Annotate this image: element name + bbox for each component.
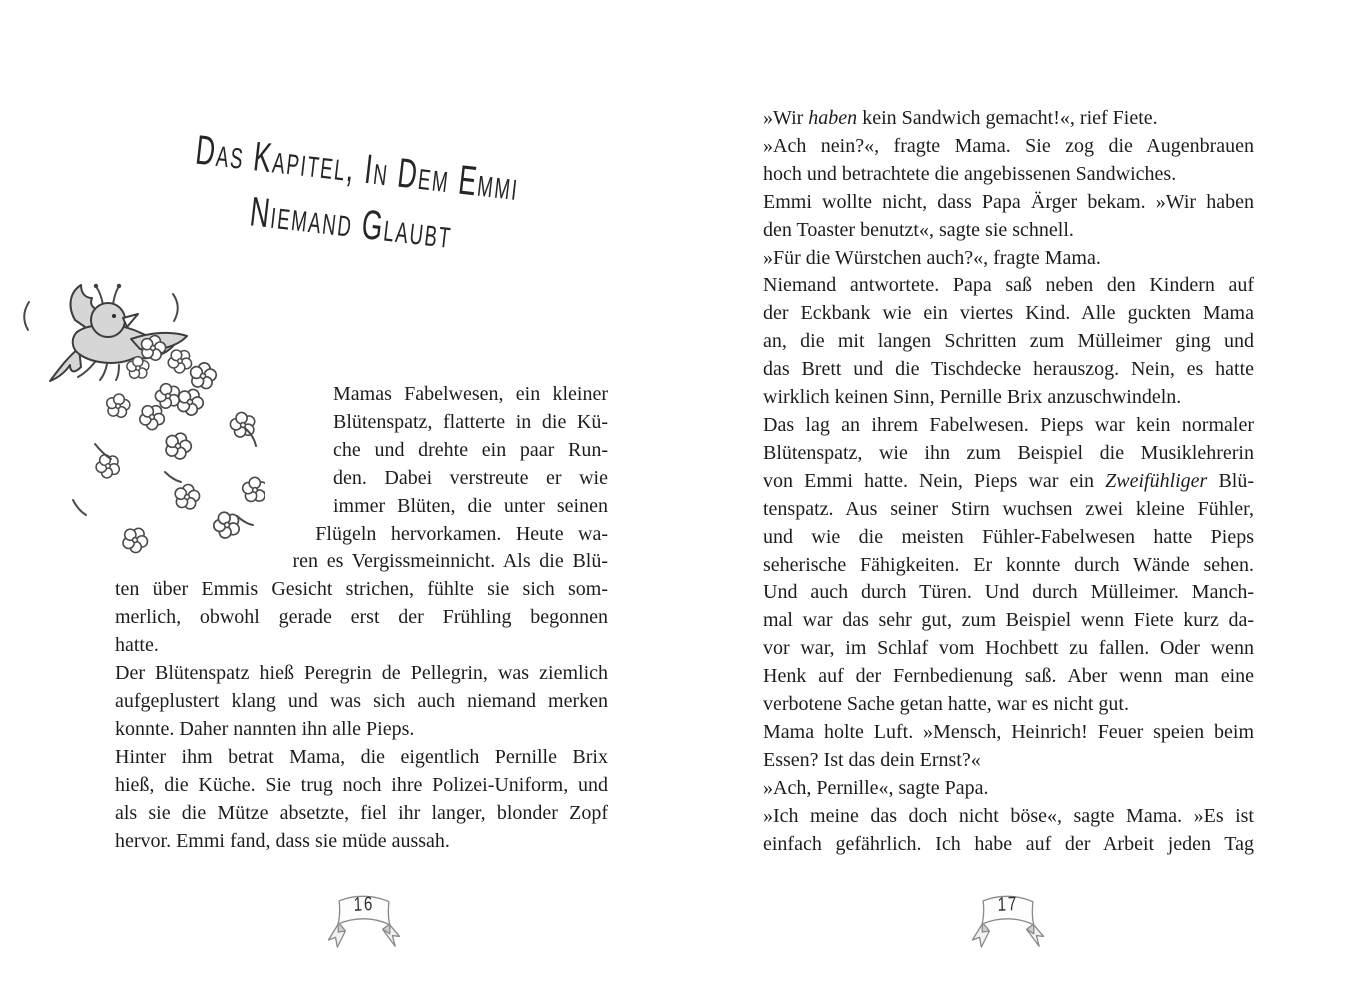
text-line: konnte. Daher nannten ihn alle Pieps. <box>115 717 415 740</box>
text-line: verbotene Sache getan hatte, war es nicht gut. <box>763 693 1129 716</box>
text-line: Blütenspatz, wie ihn zum Beispiel die Musiklehrerin <box>763 441 1254 464</box>
text-line: den Toaster benutzt«, sagte sie schnell. <box>763 218 1074 241</box>
text-line: und wie die meisten Fühler-Fabelwesen hatte Pieps <box>763 525 1254 548</box>
text-line: »Ich meine das doch nicht böse«, sagte Mama. »Es ist <box>763 804 1254 827</box>
chapter-title <box>160 121 548 274</box>
text-line: von Emmi hatte. Nein, Pieps war ein Zweifühliger Blü- <box>763 469 1255 492</box>
text-line: tenspatz. Aus seiner Stirn wuchsen zwei kleine Fühler, <box>763 497 1254 520</box>
text-line: als sie die Mütze absetzte, fiel ihr langer, blonder Zopf <box>115 801 608 824</box>
text-line: ren es Vergissmeinnicht. Als die Blü- <box>292 550 608 573</box>
text-line: »Ach nein?«, fragte Mama. Sie zog die Augenbrauen <box>763 134 1254 157</box>
right-page-text <box>763 105 1254 858</box>
text-line: seherische Fähigkeiten. Er konnte durch Wände sehen. <box>763 553 1254 576</box>
text-line: »Ach, Pernille«, sagte Papa. <box>763 776 989 799</box>
text-line: immer Blüten, die unter seinen <box>333 494 608 517</box>
text-line: Der Blütenspatz hieß Peregrin de Pellegrin, was ziemlich <box>115 662 608 685</box>
text-line: hatte. <box>115 634 159 657</box>
text-line: che und drehte ein paar Run- <box>333 438 608 461</box>
text-line: hieß, die Küche. Sie trug noch ihre Polizei-Uniform, und <box>115 773 608 796</box>
text-line: hervor. Emmi fand, dass sie müde aussah. <box>115 829 450 852</box>
text-line: Essen? Ist das dein Ernst?« <box>763 748 981 771</box>
text-line: Emmi wollte nicht, dass Papa Ärger bekam. »Wir haben <box>763 190 1254 213</box>
text-line: »Wir haben kein Sandwich gemacht!«, rief Fiete. <box>763 107 1158 129</box>
text-line: einfach gefährlich. Ich habe auf der Arbeit jeden Tag <box>763 832 1254 855</box>
text-line: den. Dabei verstreute er wie <box>333 466 608 489</box>
page-number: 17 <box>997 892 1019 917</box>
page-number: 16 <box>353 892 375 917</box>
text-line: ten über Emmis Gesicht strichen, fühlte sie sich som- <box>115 578 608 601</box>
page-number-banner <box>968 890 1048 958</box>
text-line: Niemand antwortete. Papa saß neben den Kindern auf <box>763 274 1254 297</box>
text-line: »Für die Würstchen auch?«, fragte Mama. <box>763 246 1101 269</box>
text-line: aufgeplustert klang und was sich auch niemand merken <box>115 689 608 712</box>
text-line: Hinter ihm betrat Mama, die eigentlich Pernille Brix <box>115 745 608 768</box>
text-line: hoch und betrachtete die angebissenen Sandwiches. <box>763 162 1177 185</box>
chapter-title-line-1: Das Kapitel, In Dem Emmi <box>193 127 522 210</box>
text-line: der Eckbank wie ein viertes Kind. Alle guckten Mama <box>763 302 1254 325</box>
left-page-text <box>115 381 608 855</box>
text-line: merlich, obwohl gerade erst der Frühling begonnen <box>115 606 608 629</box>
text-line: vor war, im Schlaf vom Hochbett zu fallen. Oder wenn <box>763 637 1254 660</box>
text-line: an, die mit langen Schritten zum Mülleimer ging und <box>763 330 1254 353</box>
text-line: Flügeln hervorkamen. Heute wa- <box>315 522 608 545</box>
text-line: das Brett und die Tischdecke herauszog. Nein, es hatte <box>763 358 1254 381</box>
text-line: mal war das sehr gut, zum Beispiel wenn Fiete kurz da- <box>763 609 1254 632</box>
text-line: Mamas Fabelwesen, ein kleiner <box>333 383 608 405</box>
text-line: Mama holte Luft. »Mensch, Heinrich! Feuer speien beim <box>763 720 1254 743</box>
text-line: wirklich keinen Sinn, Pernille Brix anzuschwindeln. <box>763 386 1182 409</box>
text-line: Das lag an ihrem Fabelwesen. Pieps war kein normaler <box>763 413 1254 436</box>
text-line: Und auch durch Türen. Und durch Mülleimer. Manch- <box>763 581 1254 604</box>
page-number-banner <box>324 890 404 958</box>
chapter-title-line-2: Niemand Glaubt <box>247 189 455 258</box>
text-line: Henk auf der Fernbedienung saß. Aber wenn man eine <box>763 665 1254 688</box>
text-line: Blütenspatz, flatterte in die Kü- <box>333 410 608 433</box>
illustration-text-wrap-spacer <box>115 381 335 574</box>
